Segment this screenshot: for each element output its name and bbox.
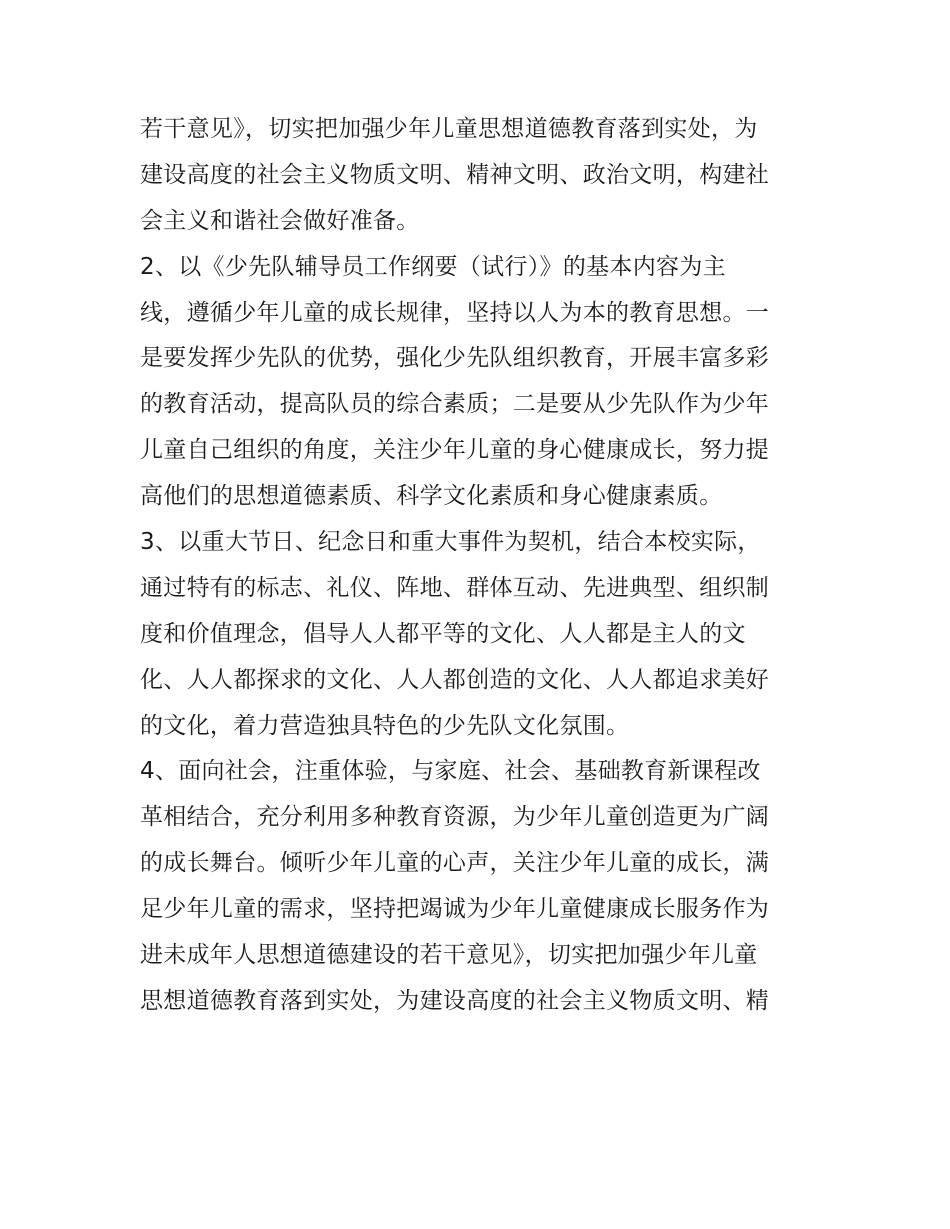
- text-line: 化、人人都探求的文化、人人都创造的文化、人人都追求美好: [140, 666, 770, 693]
- text-line: 的成长舞台。倾听少年儿童的心声，关注少年儿童的成长，满: [140, 850, 770, 877]
- text-line: 若干意见》，切实把加强少年儿童思想道德教育落到实处，为: [140, 116, 758, 142]
- text-line: 思想道德教育落到实处，为建设高度的社会主义物质文明、精: [140, 987, 770, 1014]
- text-line: 儿童自己组织的角度，关注少年儿童的身心健康成长，努力提: [140, 437, 770, 464]
- text-line: 会主义和谐社会做好准备。: [140, 207, 420, 234]
- document-body: [140, 107, 820, 1025]
- text-line: 3、以重大节日、纪念日和重大事件为契机，结合本校实际，: [140, 529, 761, 556]
- text-line: 进未成年人思想道德建设的若干意见》，切实把加强少年儿童: [140, 942, 758, 969]
- text-line: 线，遵循少年儿童的成长规律，坚持以人为本的教育思想。一: [140, 299, 770, 326]
- text-line: 足少年儿童的需求，坚持把竭诚为少年儿童健康成长服务作为: [140, 896, 770, 923]
- text-line: 建设高度的社会主义物质文明、精神文明、政治文明，构建社: [140, 161, 770, 188]
- text-line: 是要发挥少先队的优势，强化少先队组织教育，开展丰富多彩: [140, 345, 770, 372]
- text-line: 通过特有的标志、礼仪、阵地、群体互动、先进典型、组织制: [140, 574, 770, 601]
- text-line: 革相结合，充分利用多种教育资源，为少年儿童创造更为广阔: [140, 804, 770, 831]
- text-line: 的教育活动，提高队员的综合素质；二是要从少先队作为少年: [140, 391, 770, 418]
- text-line: 度和价值理念，倡导人人都平等的文化、人人都是主人的文: [140, 620, 746, 647]
- text-line: 高他们的思想道德素质、科学文化素质和身心健康素质。: [140, 483, 723, 510]
- text-line: 2、以《少先队辅导员工作纲要（试行）》的基本内容为主: [140, 253, 726, 280]
- text-line: 4、面向社会，注重体验，与家庭、社会、基础教育新课程改: [140, 758, 761, 785]
- text-line: 的文化，着力营造独具特色的少先队文化氛围。: [140, 712, 630, 739]
